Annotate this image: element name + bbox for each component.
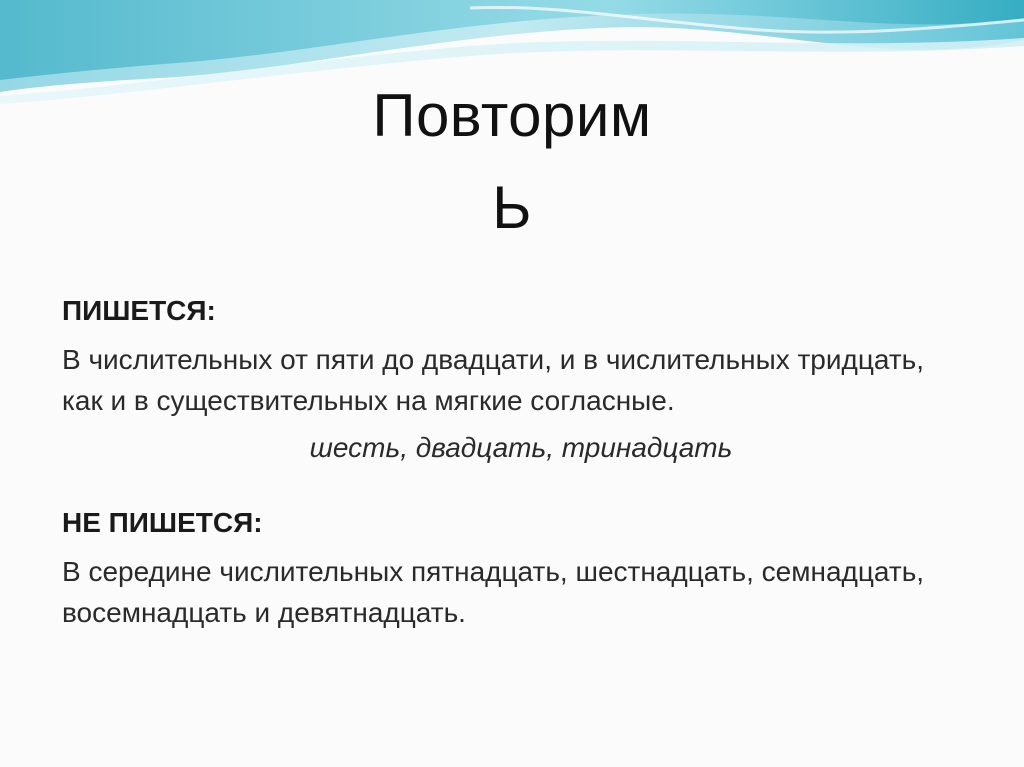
slide-content	[62, 290, 962, 633]
written-examples: шесть, двадцать, тринадцать	[309, 432, 733, 463]
slide-title-letter: Ь	[492, 174, 532, 241]
slide-title: Повторим	[372, 82, 652, 149]
written-heading: ПИШЕТСЯ:	[62, 295, 216, 326]
not-written-heading: НЕ ПИШЕТСЯ:	[62, 507, 263, 538]
written-text: В числительных от пяти до двадцати, и в числительных тридцать, как и в существительных на мягкие согласные.	[62, 344, 925, 416]
not-written-text: В середине числительных пятнадцать, шестнадцать, семнадцать, восемнадцать и девятнадцать.	[62, 556, 925, 628]
